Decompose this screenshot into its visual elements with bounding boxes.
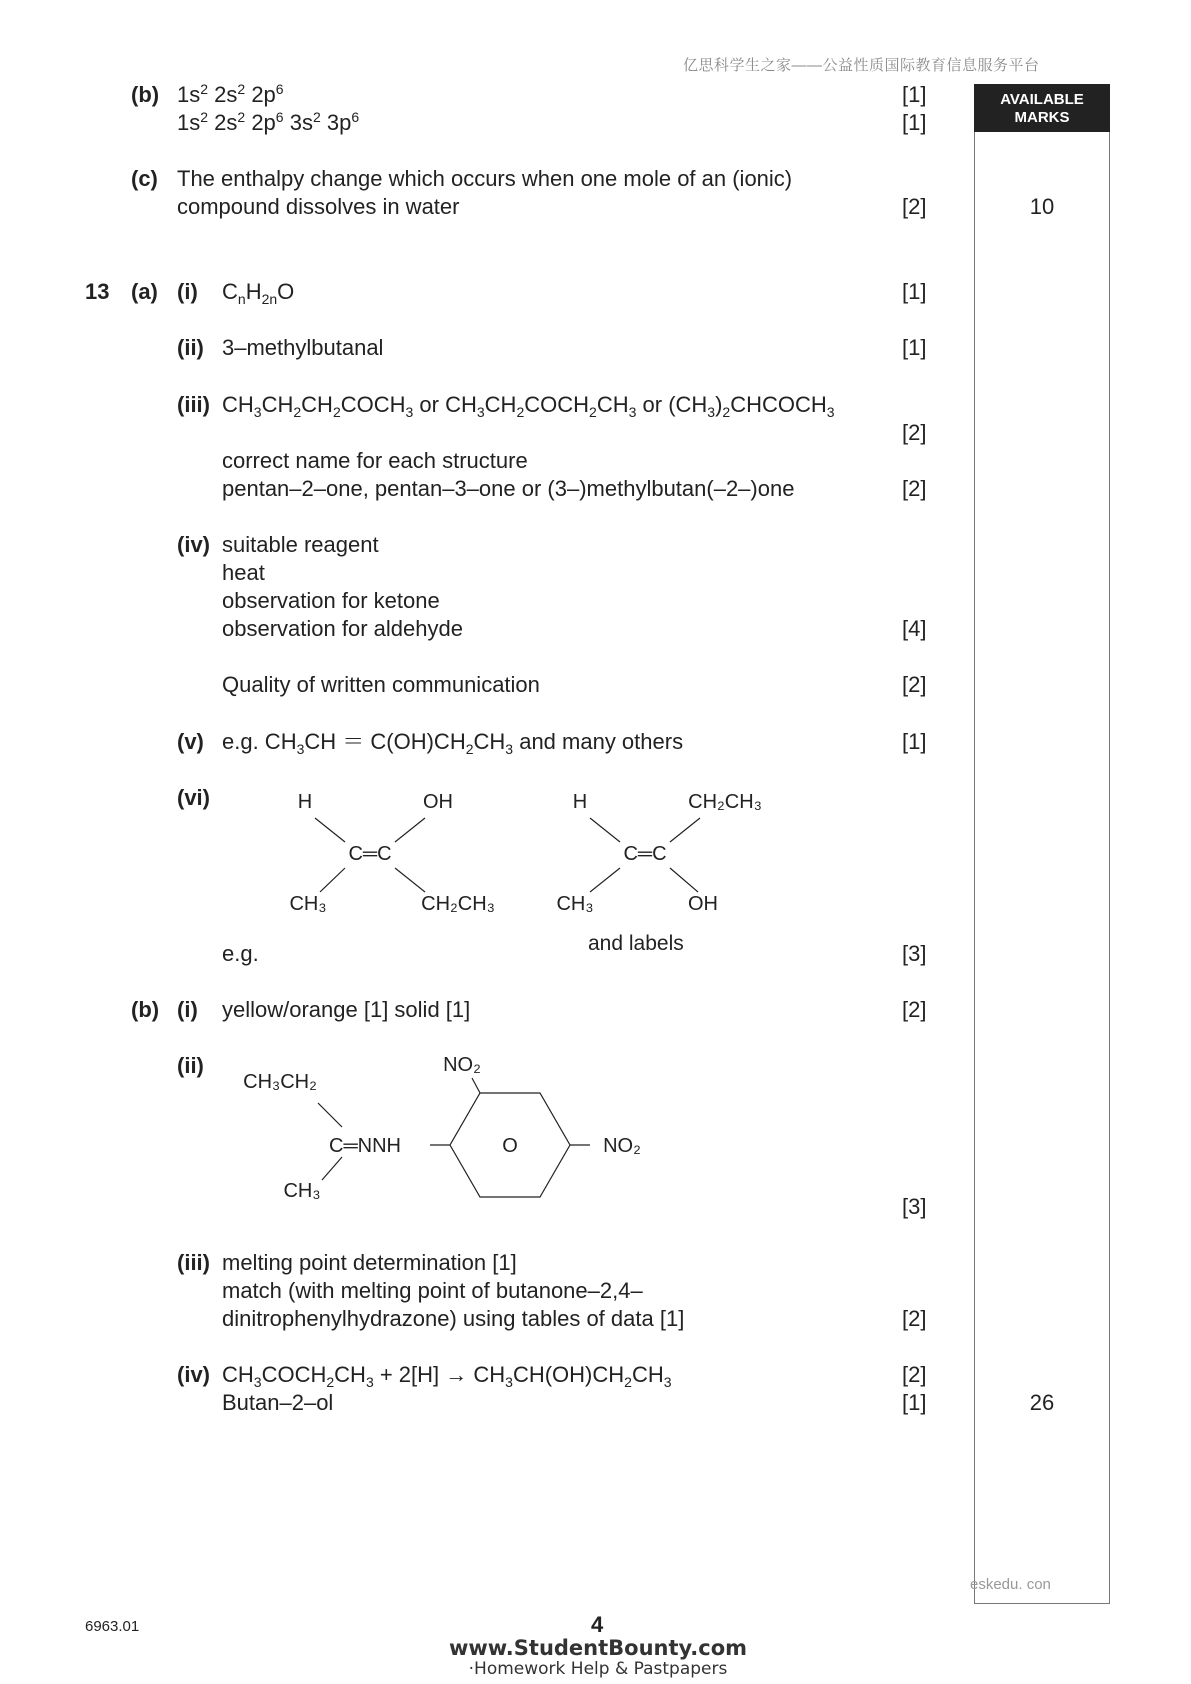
- q13-a-ii-mark: [1]: [902, 335, 927, 360]
- q13-a-vi-eg: e.g.: [222, 941, 259, 966]
- q13-a-iii-mark1: [2]: [902, 420, 927, 445]
- q12-b-label: (b): [131, 82, 160, 107]
- q13-b-i-mark: [2]: [902, 997, 927, 1022]
- q13-a-iii-label: (iii): [177, 392, 210, 417]
- q13-a-vi-and-labels: and labels: [588, 932, 684, 955]
- logo-line2: ·Homework Help & Pastpapers: [468, 1659, 728, 1679]
- q13-b-iii-mark: [2]: [902, 1306, 927, 1331]
- q13-a-iv-label: (iv): [177, 532, 210, 557]
- ethyl-group-label: CH₃CH₂: [243, 1071, 317, 1093]
- q13-a-iv-mark: [4]: [902, 616, 927, 641]
- s1-center: C═C: [348, 843, 392, 865]
- s2-bottom-left: CH₃: [556, 893, 594, 915]
- q13-a-v-label: (v): [177, 729, 204, 754]
- q13-number: 13: [85, 279, 110, 304]
- q13-b-iv-label: (iv): [177, 1362, 210, 1387]
- q13-a-iii-formulas: $CH_3CH_2CH_2COCH_3$ or $CH_3CH_2COCH_2CH_3$ or $(CH_3)_2CHCOCH_3$: [222, 392, 835, 420]
- marks-header-line2: MARKS: [1014, 109, 1070, 126]
- q13-b-iii-line3: dinitrophenylhydrazone) using tables of data [1]: [222, 1306, 685, 1331]
- q13-b-ii-mark: [3]: [902, 1194, 927, 1219]
- s2-top-right: CH₂CH₃: [688, 791, 762, 813]
- bottom-watermark: eskedu. con: [970, 1576, 1051, 1593]
- s1-top-right: OH: [423, 791, 453, 813]
- logo-line1: www.StudentBounty.com: [448, 1636, 748, 1660]
- q12-b-mark2: [1]: [902, 110, 927, 135]
- q13-a-v-mark: [1]: [902, 729, 927, 754]
- q13-a-i-label: (i): [177, 279, 198, 304]
- q13-a-iv-qwc: Quality of written communication: [222, 672, 540, 697]
- q13-b-i-label: (i): [177, 997, 198, 1022]
- s2-bottom-right: OH: [688, 893, 718, 915]
- q13-b-iii-line2: match (with melting point of butanone–2,4–: [222, 1278, 643, 1303]
- q13-b-iv-line2: Butan–2–ol: [222, 1390, 334, 1415]
- marks-column: [974, 84, 1110, 1604]
- q13-a-iii-mark2: [2]: [902, 476, 927, 501]
- q13-a-iv-qwc-mark: [2]: [902, 672, 927, 697]
- q12-c-line2: compound dissolves in water: [177, 194, 460, 219]
- q13-a-iv-line2: heat: [222, 560, 265, 585]
- q13-b-iv-mark1: [2]: [902, 1362, 927, 1387]
- q13-b-iv-equation: $CH_3COCH_2CH_3 + 2[H] \to CH_3CH(OH)CH_2CH_3$: [222, 1362, 672, 1390]
- q12-b-config1: $1s^2$ $2s^2$ $2p^6$: [177, 81, 284, 107]
- header-watermark: 亿思科学生之家——公益性质国际教育信息服务平台: [683, 57, 1040, 74]
- q13-a-iv-line3: observation for ketone: [222, 588, 440, 613]
- q13-b-iii-line1: melting point determination [1]: [222, 1250, 517, 1275]
- q13-available-marks: 26: [1029, 1390, 1055, 1415]
- q13-a-iv-line1: suitable reagent: [222, 532, 379, 557]
- q13-b-label: (b): [131, 997, 160, 1022]
- q13-a-i-formula: $C_nH_{2n}O$: [222, 279, 295, 307]
- no2-right-label: NO₂: [603, 1135, 641, 1157]
- q13-b-ii-label: (ii): [177, 1053, 204, 1078]
- marks-column-header: [974, 84, 1110, 132]
- q13-a-iv-line4: observation for aldehyde: [222, 616, 463, 641]
- ring-center-label: O: [502, 1135, 518, 1157]
- s1-bottom-right: CH₂CH₃: [421, 893, 495, 915]
- marks-header-line1: AVAILABLE: [1000, 91, 1084, 108]
- q13-b-i-text: yellow/orange [1] solid [1]: [222, 997, 471, 1022]
- q13-a-iii-line2: correct name for each structure: [222, 448, 528, 473]
- s1-top-left: H: [297, 791, 313, 813]
- page-number: 4: [591, 1612, 604, 1637]
- q13-a-ii-text: 3–methylbutanal: [222, 335, 384, 360]
- q12-available-marks: 10: [1029, 194, 1055, 219]
- q12-c-line1: The enthalpy change which occurs when one mole of an (ionic): [177, 166, 793, 191]
- studentbounty-logo[interactable]: [448, 1638, 748, 1680]
- paper-code: 6963.01: [85, 1618, 140, 1635]
- q12-b-config2: $1s^2$ $2s^2$ $2p^6$ $3s^2$ $3p^6$: [177, 109, 360, 135]
- q12-b-mark1: [1]: [902, 82, 927, 107]
- s2-top-left: H: [572, 791, 588, 813]
- no2-top-label: NO₂: [443, 1054, 481, 1076]
- q13-a-v-text: e.g. $CH_3CH = C(OH)CH_2CH_3$ and many others: [222, 729, 684, 757]
- q13-b-ii-structure: [230, 1045, 650, 1210]
- hydrazone-link-label: C═NNH: [329, 1135, 401, 1157]
- q13-a-ii-label: (ii): [177, 335, 204, 360]
- q13-a-iii-line3: pentan–2–one, pentan–3–one or (3–)methylbutan(–2–)one: [222, 476, 795, 501]
- q12-c-mark: [2]: [902, 194, 927, 219]
- structure-2: [556, 791, 761, 915]
- methyl-group-label: CH₃: [283, 1180, 321, 1202]
- q13-a-vi-mark: [3]: [902, 941, 927, 966]
- q13-a-vi-structures: [270, 780, 790, 930]
- s1-bottom-left: CH₃: [289, 893, 327, 915]
- q13-b-iii-label: (iii): [177, 1250, 210, 1275]
- s2-center: C═C: [623, 843, 667, 865]
- q13-a-i-mark: [1]: [902, 279, 927, 304]
- q13-b-iv-mark2: [1]: [902, 1390, 927, 1415]
- q12-c-label: (c): [131, 166, 158, 191]
- structure-1: [289, 791, 494, 915]
- q13-a-vi-label: (vi): [177, 785, 210, 810]
- q13-a-label: (a): [131, 279, 158, 304]
